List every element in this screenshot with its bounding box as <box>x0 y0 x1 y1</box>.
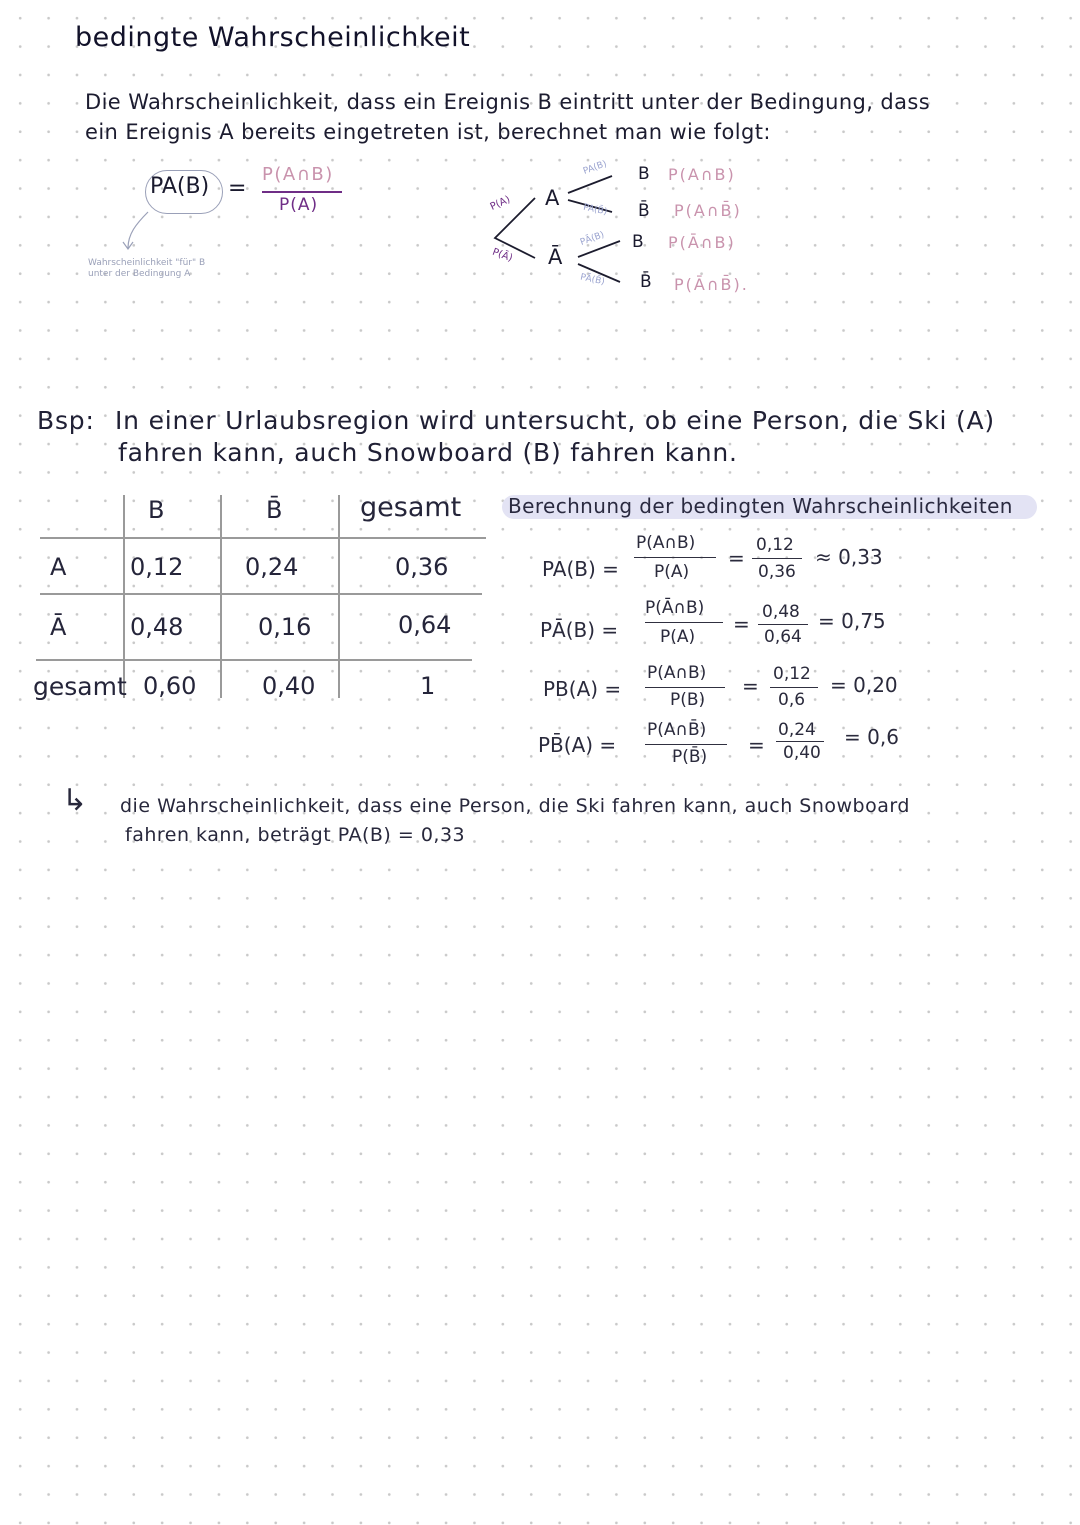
intro-line-1: Die Wahrscheinlichkeit, dass ein Ereignis B eintritt unter der Bedingung, dass <box>85 90 931 114</box>
table-cell: 0,16 <box>258 613 312 641</box>
calc-row-1-fraction-line <box>634 557 716 558</box>
tree-result-3: P(Ā∩B) <box>668 233 736 252</box>
table-vline-2 <box>220 495 222 698</box>
table-cell: 0,64 <box>398 611 452 639</box>
table-header-total: gesamt <box>360 492 462 523</box>
tree-leaf-2: B̄ <box>638 201 650 221</box>
calc-row-1-value-line <box>752 558 802 559</box>
formula-equals: = <box>228 176 247 201</box>
table-row-label-total: gesamt <box>33 672 127 701</box>
formula-lhs: PA(B) <box>150 174 210 199</box>
table-header-notB: B̄ <box>266 496 283 524</box>
calc-row-3-den: P(B) <box>670 690 706 710</box>
calc-row-4-vden: 0,40 <box>783 743 821 763</box>
table-cell: 0,12 <box>130 553 184 581</box>
table-cell: 0,48 <box>130 613 184 641</box>
tree-branch-notA-label: P(Ā) <box>490 246 514 265</box>
conclusion-line-2: fahren kann, beträgt PA(B) = 0,33 <box>125 824 466 846</box>
calc-row-3-num: P(A∩B) <box>647 663 707 683</box>
calc-row-2-den: P(A) <box>660 627 696 647</box>
calc-row-4-num: P(A∩B̄) <box>647 720 707 740</box>
calc-row-2-result: = 0,75 <box>818 609 886 633</box>
table-row-label-A: A <box>50 553 67 581</box>
calc-row-1-num: P(A∩B) <box>636 533 696 553</box>
conclusion-line-1: die Wahrscheinlichkeit, dass eine Person, die Ski fahren kann, auch Snowboard <box>120 795 910 817</box>
table-vline-3 <box>338 495 340 698</box>
formula-denominator: P(A) <box>279 195 319 215</box>
table-hline-3 <box>36 659 472 661</box>
tree-node-notA: Ā <box>548 245 563 269</box>
table-cell: 0,60 <box>143 672 197 700</box>
formula-note-line-1: Wahrscheinlichkeit "für" B <box>88 258 206 268</box>
tree-node-A: A <box>545 186 560 210</box>
table-vline-1 <box>123 495 125 698</box>
table-header-B: B <box>148 496 165 524</box>
page-title: bedingte Wahrscheinlichkeit <box>75 22 471 53</box>
example-line-1: In einer Urlaubsregion wird untersucht, ob eine Person, die Ski (A) <box>115 406 995 435</box>
intro-line-2: ein Ereignis A bereits eingetreten ist, berechnet man wie folgt: <box>85 120 771 144</box>
tree-diagram-lines <box>480 160 640 295</box>
calc-row-1-lhs: PA(B) = <box>542 557 619 581</box>
calc-row-4-den: P(B̄) <box>672 747 708 767</box>
calc-row-4-result: = 0,6 <box>844 725 899 749</box>
tree-branch-A-notB-label: PA(B̄) <box>582 202 608 218</box>
calc-row-2-value-line <box>758 624 808 625</box>
table-hline-2 <box>40 593 482 595</box>
calc-row-3-eq: = <box>742 674 759 698</box>
calc-row-3-vden: 0,6 <box>778 690 806 710</box>
table-cell: 0,36 <box>395 553 449 581</box>
tree-result-1: P(A∩B) <box>668 165 736 184</box>
tree-leaf-1: B <box>638 164 650 184</box>
calc-row-4-vnum: 0,24 <box>778 720 816 740</box>
calc-row-1-vden: 0,36 <box>758 562 796 582</box>
calc-row-3-result: = 0,20 <box>830 673 898 697</box>
calc-row-3-fraction-line <box>645 687 725 688</box>
tree-leaf-4: B̄ <box>640 272 652 292</box>
example-label: Bsp: <box>37 406 95 435</box>
table-row-label-notA: Ā <box>50 613 67 641</box>
calc-row-1-vnum: 0,12 <box>756 535 794 555</box>
calc-row-2-fraction-line <box>645 622 723 623</box>
tree-branch-notA-notB-label: PĀ(B̄) <box>579 272 606 288</box>
calc-heading: Berechnung der bedingten Wahrscheinlichkeiten <box>508 494 1013 518</box>
calc-row-2-eq: = <box>733 612 750 636</box>
calc-row-1-result: ≈ 0,33 <box>815 545 883 569</box>
table-cell: 0,40 <box>262 672 316 700</box>
formula-numerator: P(A∩B) <box>262 164 334 185</box>
calc-row-2-lhs: PĀ(B) = <box>540 618 619 642</box>
calc-row-4-eq: = <box>748 733 765 757</box>
calc-row-1-eq: = <box>728 546 745 570</box>
formula-fraction-line <box>262 191 342 193</box>
calc-row-2-vden: 0,64 <box>764 627 802 647</box>
table-cell: 0,24 <box>245 553 299 581</box>
calc-row-2-vnum: 0,48 <box>762 602 800 622</box>
table-cell: 1 <box>420 672 436 700</box>
formula-note-line-2: unter der Bedingung A <box>88 269 191 279</box>
calc-row-1-den: P(A) <box>654 562 690 582</box>
calc-row-3-lhs: PB(A) = <box>543 677 622 701</box>
tree-leaf-3: B <box>632 232 644 252</box>
example-line-2: fahren kann, auch Snowboard (B) fahren kann. <box>118 438 738 467</box>
calc-row-2-num: P(Ā∩B) <box>645 598 705 618</box>
calc-row-4-lhs: PB̄(A) = <box>538 733 617 757</box>
formula-note-arrow <box>118 210 158 255</box>
tree-branch-A-B-label: PA(B) <box>582 159 609 177</box>
tree-result-2: P(A∩B̄) <box>674 201 742 220</box>
tree-result-4: P(Ā∩B̄). <box>674 275 749 294</box>
calc-row-3-value-line <box>770 687 818 688</box>
tree-branch-A-label: P(A) <box>488 194 513 213</box>
conclusion-arrow-icon: ↳ <box>62 783 88 818</box>
tree-branch-notA-B-label: PĀ(B) <box>579 230 606 248</box>
table-hline-1 <box>40 537 486 539</box>
calc-row-4-fraction-line <box>645 744 727 745</box>
calc-row-3-vnum: 0,12 <box>773 664 811 684</box>
